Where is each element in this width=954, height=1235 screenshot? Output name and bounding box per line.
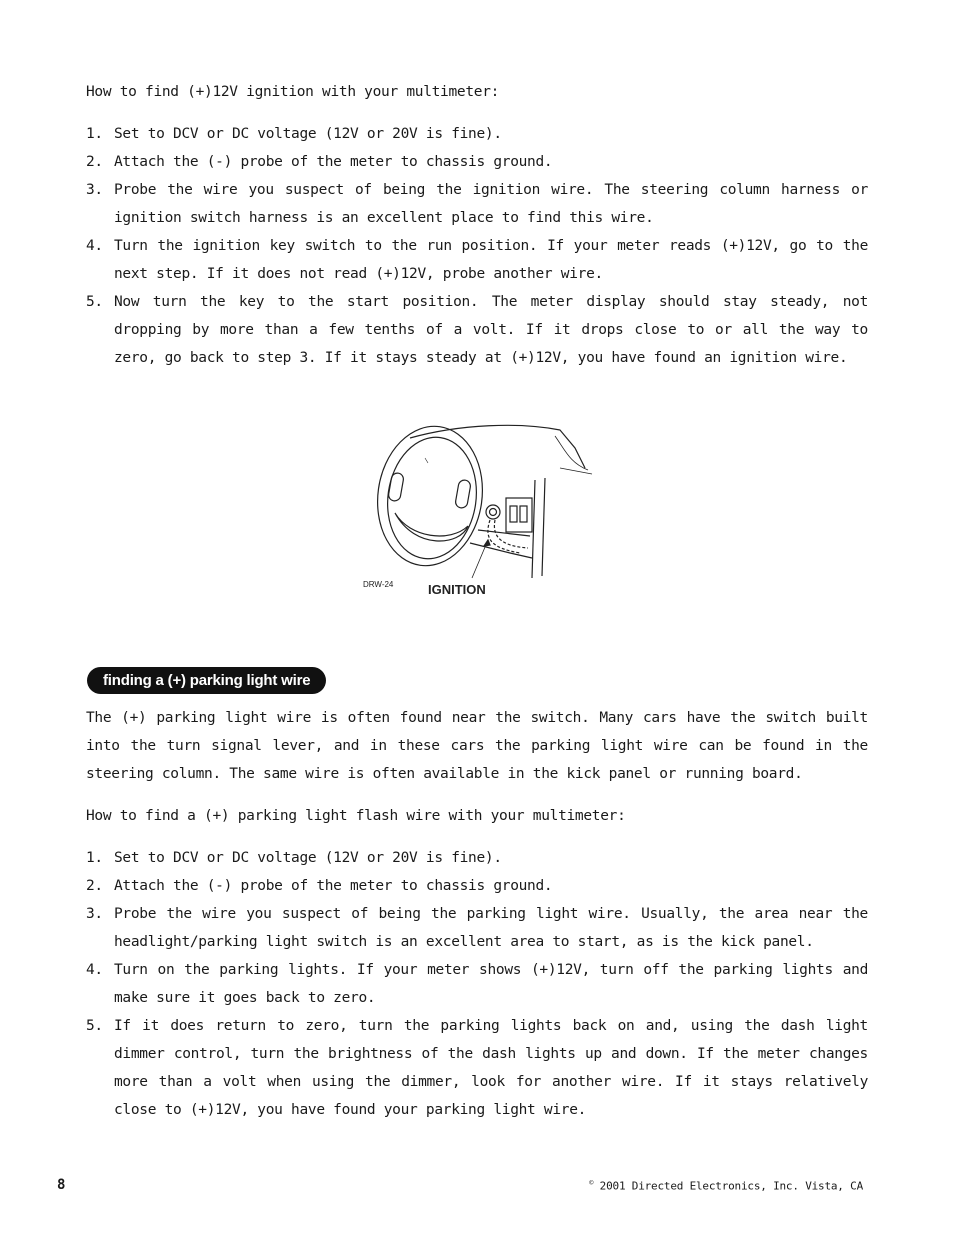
ignition-intro: How to find (+)12V ignition with your multimeter: (86, 84, 500, 100)
step-number: 2. (86, 878, 103, 894)
list-item (86, 232, 868, 288)
step-text: Set to DCV or DC voltage (12V or 20V is fine). (114, 126, 502, 142)
step-text: Turn on the parking lights. If your meter shows (+)12V, turn off the parking lights and make sure it goes back to zero. (114, 962, 868, 1006)
copyright-text: 2001 Directed Electronics, Inc. Vista, CA (599, 1179, 863, 1193)
list-item (86, 176, 868, 232)
step-text: Now turn the key to the start position. The meter display should stay steady, not dropping by more than a few tenths of a volt. If it drops close to or all the way to zero, go back to step 3. If it stays steady at (+)12V, you have found an ignition wire. (114, 294, 868, 366)
step-number: 1. (86, 850, 103, 866)
step-number: 5. (86, 1018, 103, 1034)
step-text: Attach the (-) probe of the meter to chassis ground. (114, 878, 553, 894)
step-text: Turn the ignition key switch to the run position. If your meter reads (+)12V, go to the next step. If it does not read (+)12V, probe another wire. (114, 238, 868, 282)
step-text: If it does return to zero, turn the parking lights back on and, using the dash light dimmer control, turn the brightness of the dash lights up and down. If the meter changes more than a volt when using the dimmer, look for another wire. If it stays relatively close to (+)12V, you have found your parking light wire. (114, 1018, 868, 1118)
step-number: 3. (86, 182, 103, 198)
step-number: 3. (86, 906, 103, 922)
ignition-steps (86, 120, 868, 372)
list-item (86, 1012, 868, 1124)
parking-light-steps (86, 844, 868, 1124)
list-item (86, 900, 868, 956)
parking-light-paragraph: The (+) parking light wire is often found near the switch. Many cars have the switch built into the turn signal lever, and in these cars the parking light wire can be found in the steering column. The same wire is often available in the kick panel or running board. (86, 710, 868, 782)
list-item (86, 956, 868, 1012)
page-number: 8 (57, 1177, 66, 1193)
copyright-notice (589, 1179, 863, 1193)
copyright-symbol: © (589, 1179, 594, 1187)
parking-light-intro: How to find a (+) parking light flash wire with your multimeter: (86, 808, 626, 824)
step-number: 2. (86, 154, 103, 170)
step-text: Probe the wire you suspect of being the parking light wire. Usually, the area near the headlight/parking light switch is an excellent area to start, as is the kick panel. (114, 906, 868, 950)
list-item (86, 288, 868, 372)
step-number: 5. (86, 294, 103, 310)
step-text: Attach the (-) probe of the meter to chassis ground. (114, 154, 553, 170)
list-item (86, 872, 868, 900)
ignition-diagram (360, 418, 600, 603)
step-number: 4. (86, 238, 103, 254)
list-item (86, 120, 868, 148)
list-item (86, 148, 868, 176)
step-text: Set to DCV or DC voltage (12V or 20V is fine). (114, 850, 502, 866)
step-text: Probe the wire you suspect of being the ignition wire. The steering column harness or ignition switch harness is an excellent place to find this wire. (114, 182, 868, 226)
ignition-callout-label: IGNITION (428, 582, 486, 597)
step-number: 4. (86, 962, 103, 978)
step-number: 1. (86, 126, 103, 142)
drawing-id-label: DRW-24 (363, 580, 394, 589)
list-item (86, 844, 868, 872)
section-heading-parking-light: finding a (+) parking light wire (87, 667, 326, 694)
steering-wheel-illustration (360, 418, 600, 603)
